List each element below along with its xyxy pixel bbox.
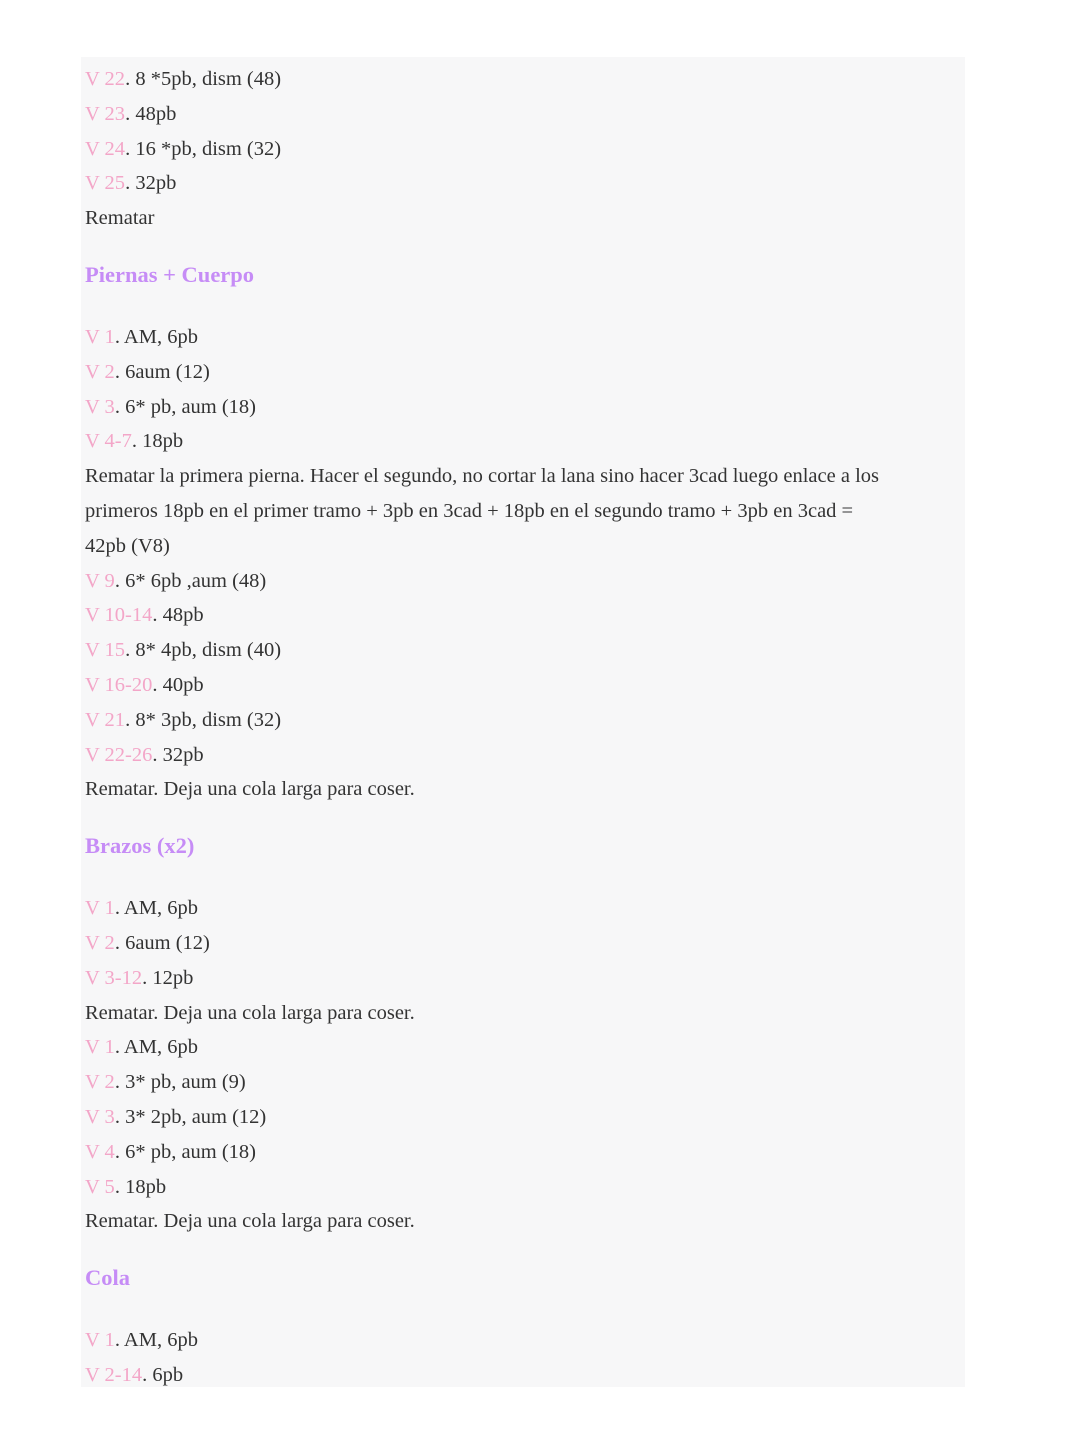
round-label: V 2 [85, 931, 115, 954]
round-row [85, 1170, 955, 1205]
round-instruction: . 6aum (12) [114, 931, 210, 954]
round-instruction: . 8* 3pb, dism (32) [125, 708, 282, 731]
round-label: V 22 [85, 68, 126, 90]
round-instruction: . 40pb [152, 673, 204, 696]
round-row [85, 1100, 955, 1135]
round-row [85, 62, 955, 97]
instruction-paragraph-line: 42pb (V8) [85, 534, 170, 557]
round-row [85, 1030, 955, 1065]
round-label: V 4 [85, 1140, 115, 1163]
round-label: V 10-14 [85, 604, 153, 627]
round-row [85, 738, 955, 773]
round-label: V 3 [85, 1105, 115, 1128]
round-label: V 3 [85, 395, 115, 418]
instruction-paragraph-line: Rematar la primera pierna. Hacer el segundo, no cortar la lana sino hacer 3cad luego enlace a los [85, 465, 880, 488]
round-label: V 1 [85, 1329, 115, 1352]
round-label: V 16-20 [85, 673, 153, 696]
round-instruction: . 8 *5pb, dism (48) [125, 68, 282, 90]
round-row [85, 1323, 955, 1358]
round-instruction: . 12pb [142, 966, 194, 989]
round-row [85, 390, 955, 425]
round-row [85, 424, 955, 459]
round-row [85, 598, 955, 633]
round-label: V 23 [85, 102, 126, 125]
round-instruction: . 6* pb, aum (18) [114, 1140, 257, 1163]
round-instruction: . 3* pb, aum (9) [114, 1071, 246, 1094]
round-instruction: . 6aum (12) [114, 360, 210, 383]
round-label: V 15 [85, 639, 126, 662]
round-instruction: . 32pb [125, 172, 177, 195]
round-row [85, 320, 955, 355]
round-label: V 3-12 [85, 966, 143, 989]
round-instruction: . 6pb [142, 1363, 184, 1386]
round-instruction: . 48pb [152, 604, 204, 627]
round-instruction: . AM, 6pb [114, 897, 198, 920]
round-label: V 5 [85, 1175, 115, 1198]
round-label: V 22-26 [85, 743, 153, 766]
round-label: V 25 [85, 172, 126, 195]
round-label: V 1 [85, 1036, 115, 1059]
round-row [85, 891, 955, 926]
round-row [85, 166, 955, 201]
round-instruction: . 6* pb, aum (18) [114, 395, 257, 418]
finish-note: Rematar [85, 207, 155, 230]
round-row [85, 1358, 955, 1393]
round-label: V 2-14 [85, 1363, 143, 1386]
round-row [85, 668, 955, 703]
round-row [85, 355, 955, 390]
round-label: V 21 [85, 708, 126, 731]
round-label: V 24 [85, 137, 126, 160]
instruction-paragraph-line: primeros 18pb en el primer tramo + 3pb en 3cad + 18pb en el segundo tramo + 3pb en 3cad = [85, 499, 854, 522]
round-instruction: . 8* 4pb, dism (40) [125, 639, 282, 662]
round-instruction: . 18pb [114, 1175, 167, 1198]
finish-note: Rematar. Deja una cola larga para coser. [85, 778, 415, 801]
round-row [85, 132, 955, 167]
round-label: V 9 [85, 569, 115, 592]
round-row [85, 97, 955, 132]
round-instruction: . 3* 2pb, aum (12) [114, 1105, 267, 1128]
finish-note: Rematar. Deja una cola larga para coser. [85, 1210, 415, 1233]
round-row [85, 1135, 955, 1170]
round-instruction: . 32pb [152, 743, 204, 766]
round-label: V 1 [85, 897, 115, 920]
round-row [85, 703, 955, 738]
section-heading-tail: Cola [85, 1265, 130, 1291]
section-heading-arms: Brazos (x2) [85, 833, 195, 859]
round-row [85, 633, 955, 668]
round-instruction: . AM, 6pb [114, 1329, 198, 1352]
round-label: V 2 [85, 1071, 115, 1094]
round-row [85, 926, 955, 961]
round-instruction: . 6* 6pb ,aum (48) [114, 569, 267, 592]
section-heading-legs-body: Piernas + Cuerpo [85, 261, 255, 287]
round-instruction: . 18pb [131, 430, 184, 453]
round-instruction: . 48pb [125, 102, 177, 125]
round-label: V 1 [85, 325, 115, 348]
round-instruction: . AM, 6pb [114, 325, 198, 348]
round-row [85, 564, 955, 599]
finish-note: Rematar. Deja una cola larga para coser. [85, 1001, 415, 1024]
round-instruction: . AM, 6pb [114, 1036, 198, 1059]
round-row [85, 961, 955, 996]
round-row [85, 1065, 955, 1100]
round-label: V 4-7 [85, 430, 132, 453]
pattern-content [85, 62, 955, 1393]
round-instruction: . 16 *pb, dism (32) [125, 137, 282, 160]
round-label: V 2 [85, 360, 115, 383]
